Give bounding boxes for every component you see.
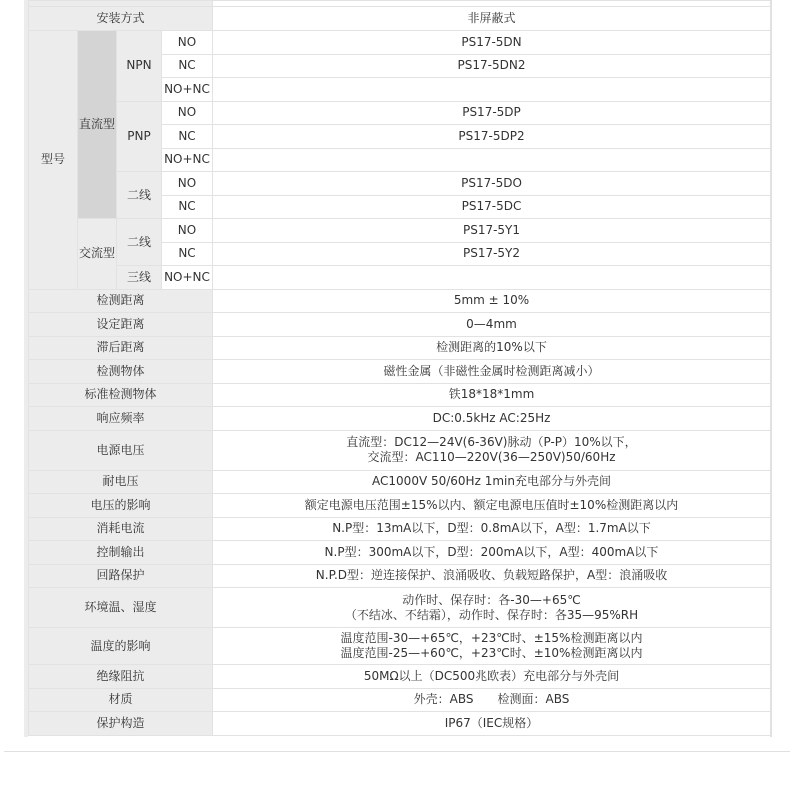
output-type: NC: [162, 125, 213, 149]
model-number: PS17-5DC: [213, 195, 771, 219]
spec-label: 回路保护: [29, 564, 213, 588]
spec-value: [213, 628, 771, 665]
output-type: NO+NC: [162, 266, 213, 290]
table-row: [29, 172, 771, 196]
spec-value: [213, 407, 771, 431]
spec-label: 响应频率: [29, 407, 213, 431]
spec-value-line: 磁性金属（非磁性金属时检测距离减小）: [383, 363, 600, 378]
table-row: [29, 266, 771, 290]
row-label: 安装方式: [29, 7, 213, 31]
two-wire-ac-label: 二线: [117, 219, 162, 266]
spec-value: [213, 383, 771, 407]
spec-value: [213, 289, 771, 313]
table-row: [29, 470, 771, 494]
model-number: PS17-5Y2: [213, 242, 771, 266]
table-row: [29, 101, 771, 125]
spec-value: [213, 688, 771, 712]
ac-type-label: 交流型: [78, 219, 117, 290]
spec-label: 检测距离: [29, 289, 213, 313]
spec-value-line: 额定电源电压范围±15%以内、额定电源电压值时±10%检测距离以内: [304, 497, 679, 512]
model-number: PS17-5DO: [213, 172, 771, 196]
output-type: NC: [162, 54, 213, 78]
spec-value-line: 温度范围-25—+60℃，+23℃时、±10%检测距离以内: [340, 646, 643, 660]
spec-label: 电源电压: [29, 430, 213, 470]
table-row: [29, 712, 771, 736]
spec-value-line: （不结冰、不结霜），动作时、保存时：各35—95%RH: [344, 607, 639, 622]
model-number: PS17-5DP2: [213, 125, 771, 149]
spec-label: 滞后距离: [29, 336, 213, 360]
spec-label: 消耗电流: [29, 517, 213, 541]
table-row: [29, 313, 771, 337]
output-type: NO+NC: [162, 148, 213, 172]
output-type: NO: [162, 172, 213, 196]
output-type: NO: [162, 101, 213, 125]
spec-value: [213, 541, 771, 565]
spec-label: 设定距离: [29, 313, 213, 337]
model-number: [213, 148, 771, 172]
model-number: PS17-5DP: [213, 101, 771, 125]
spec-value-line: 检测距离的10%以下: [436, 340, 547, 355]
spec-value: [213, 665, 771, 689]
spec-label: 耐电压: [29, 470, 213, 494]
two-wire-dc-label: 二线: [117, 172, 162, 219]
spec-value: [213, 494, 771, 518]
spec-label: 材质: [29, 688, 213, 712]
spec-value-line: 交流型：AC110—220V(36—250V)50/60Hz: [367, 450, 616, 464]
spec-value: [213, 430, 771, 470]
bottom-divider: [4, 751, 790, 752]
spec-label: 保护构造: [29, 712, 213, 736]
spec-label: 检测物体: [29, 360, 213, 384]
output-type: NO+NC: [162, 78, 213, 102]
table-row: [29, 588, 771, 628]
dc-type-label: 直流型: [78, 31, 117, 219]
spec-value: [213, 588, 771, 628]
model-number: PS17-5Y1: [213, 219, 771, 243]
spec-value-line: N.P.D型：逆连接保护、浪涌吸收、负载短路保护，A型：浪涌吸收: [315, 568, 668, 583]
spec-value-line: 温度范围-30—+65℃，+23℃时、±15%检测距离以内: [340, 631, 643, 645]
spec-value-line: AC1000V 50/60Hz 1min充电部分与外壳间: [372, 474, 611, 489]
spec-value: [213, 712, 771, 736]
pnp-label: PNP: [117, 101, 162, 172]
table-row: [29, 407, 771, 431]
spec-label: 绝缘阻抗: [29, 665, 213, 689]
spec-value-line: 动作时、保存时：各-30—+65℃: [402, 592, 581, 607]
output-type: NC: [162, 242, 213, 266]
spec-value-line: 5mm ± 10%: [453, 293, 530, 308]
table-row: [29, 430, 771, 470]
output-type: NO: [162, 219, 213, 243]
spec-value: [213, 360, 771, 384]
spec-value-line: DC:0.5kHz AC:25Hz: [432, 410, 551, 425]
table-row: [29, 219, 771, 243]
output-type: NO: [162, 31, 213, 55]
table-row: [29, 494, 771, 518]
spec-value-line: N.P型：300mA以下，D型：200mA以下，A型：400mA以下: [324, 544, 659, 559]
spec-value-line: N.P型：13mA以下，D型：0.8mA以下，A型：1.7mA以下: [332, 521, 651, 536]
spec-label: 温度的影响: [29, 628, 213, 665]
table-row: [29, 7, 771, 31]
spec-value-line: 0—4mm: [466, 316, 517, 331]
spec-value: [213, 470, 771, 494]
table-row: [29, 665, 771, 689]
spec-value: [213, 517, 771, 541]
table-row: [29, 336, 771, 360]
table-row: [29, 289, 771, 313]
spec-value-line: IP67（IEC规格）: [444, 716, 539, 730]
spec-value-line: 外壳：ABS 检测面：ABS: [413, 692, 570, 707]
table-row: [29, 688, 771, 712]
three-wire-label: 三线: [117, 266, 162, 290]
table-row: [29, 360, 771, 384]
spec-label: 控制输出: [29, 541, 213, 565]
spec-table: [28, 0, 771, 736]
model-number: [213, 78, 771, 102]
table-row: [29, 31, 771, 55]
table-row: [29, 517, 771, 541]
spec-label: 环境温、湿度: [29, 588, 213, 628]
spec-value-line: 铁18*18*1mm: [448, 387, 535, 402]
npn-label: NPN: [117, 31, 162, 102]
model-number: PS17-5DN: [213, 31, 771, 55]
model-number: [213, 266, 771, 290]
model-number: PS17-5DN2: [213, 54, 771, 78]
spec-value: [213, 313, 771, 337]
table-row: [29, 628, 771, 665]
table-row: [29, 564, 771, 588]
table-row: [29, 541, 771, 565]
row-value: 非屏蔽式: [213, 7, 771, 31]
output-type: NC: [162, 195, 213, 219]
model-label: 型号: [29, 31, 78, 290]
spec-value-line: 50MΩ以上（DC500兆欧表）充电部分与外壳间: [363, 668, 620, 683]
spec-value: [213, 564, 771, 588]
spec-label: 电压的影响: [29, 494, 213, 518]
spec-value: [213, 336, 771, 360]
spec-value-line: 直流型：DC12—24V(6-36V)脉动（P-P）10%以下，: [346, 435, 637, 449]
table-row: [29, 383, 771, 407]
spec-label: 标准检测物体: [29, 383, 213, 407]
